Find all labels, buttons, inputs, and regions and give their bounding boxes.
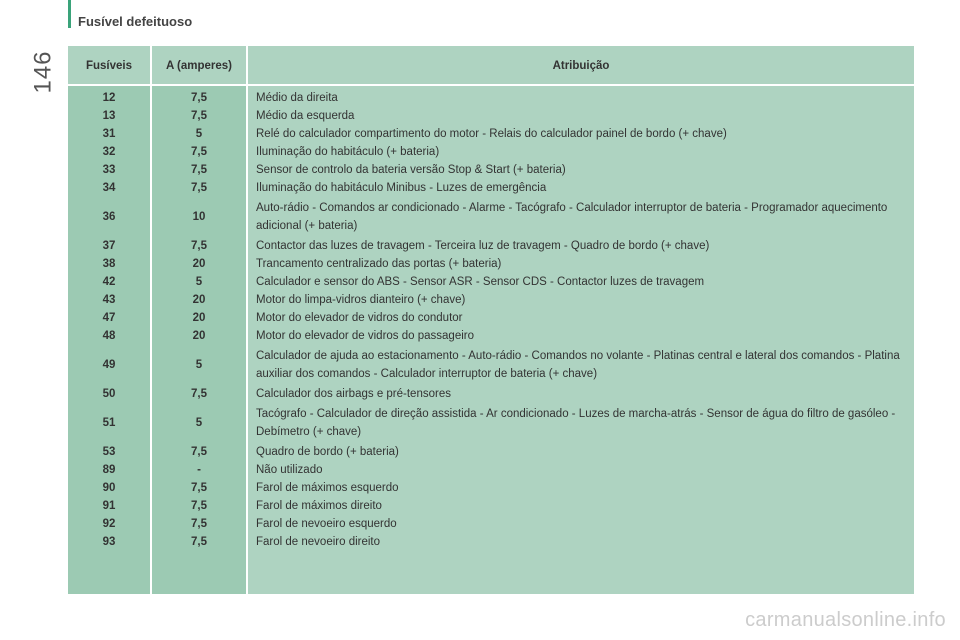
fuse-number: 32 (102, 146, 116, 158)
fuse-amperage: 7,5 (191, 164, 207, 176)
fuse-amperage: 7,5 (191, 146, 207, 158)
table-row (68, 385, 914, 403)
fuse-amperage: 7,5 (191, 536, 207, 548)
fuse-amperage: - (197, 464, 201, 476)
table-row (68, 479, 914, 497)
fuse-assignment: Trancamento centralizado das portas (+ bateria) (256, 258, 502, 270)
fuse-assignment: Médio da direita (256, 92, 338, 104)
fuse-number: 92 (102, 518, 116, 530)
table-row (68, 89, 914, 107)
table-body (68, 89, 914, 551)
fuse-amperage: 7,5 (191, 518, 207, 530)
table-row (68, 461, 914, 479)
fuse-amperage: 7,5 (191, 182, 207, 194)
fuse-assignment: Tacógrafo - Calculador de direção assistida - Ar condicionado - Luzes de marcha-atrás - Sensor de água do filtro de gasóleo - Debímetro (+ chave) (256, 408, 896, 438)
fuse-amperage: 5 (195, 359, 203, 371)
table-row (68, 291, 914, 309)
fuse-assignment: Médio da esquerda (256, 110, 355, 122)
fuse-number: 49 (102, 359, 116, 371)
fuse-assignment: Calculador dos airbags e pré-tensores (256, 388, 451, 400)
fuse-assignment: Farol de nevoeiro direito (256, 536, 381, 548)
fuse-amperage: 5 (195, 276, 203, 288)
fuse-amperage: 5 (195, 417, 203, 429)
fuse-assignment: Motor do limpa-vidros dianteiro (+ chave) (256, 294, 466, 306)
fuse-assignment: Auto-rádio - Comandos ar condicionado - Alarme - Tacógrafo - Calculador interruptor de bateria - Programador aquecimento adicional (+ bateria) (256, 202, 888, 232)
fuse-amperage: 20 (192, 258, 206, 270)
fuse-assignment: Calculador e sensor do ABS - Sensor ASR - Sensor CDS - Contactor luzes de travagem (256, 276, 705, 288)
fuse-number: 50 (102, 388, 116, 400)
table-row (68, 533, 914, 551)
fuse-number: 91 (102, 500, 116, 512)
fuse-assignment: Contactor das luzes de travagem - Terceira luz de travagem - Quadro de bordo (+ chave) (256, 240, 710, 252)
fuse-number: 51 (102, 417, 116, 429)
fuse-amperage: 20 (192, 294, 206, 306)
fuse-number: 37 (102, 240, 116, 252)
table-row (68, 161, 914, 179)
header-amperes: A (amperes) (165, 60, 233, 72)
fuse-number: 93 (102, 536, 116, 548)
fuse-number: 38 (102, 258, 116, 270)
fuse-amperage: 5 (195, 128, 203, 140)
header-fuses: Fusíveis (85, 60, 133, 72)
section-title: Fusível defeituoso (78, 14, 193, 29)
fuse-amperage: 20 (192, 330, 206, 342)
table-row (68, 143, 914, 161)
table-row (68, 443, 914, 461)
fuse-assignment: Iluminação do habitáculo (+ bateria) (256, 146, 440, 158)
fuse-assignment: Farol de nevoeiro esquerdo (256, 518, 397, 530)
table-row (68, 273, 914, 291)
fuse-assignment: Não utilizado (256, 464, 323, 476)
table-row (68, 255, 914, 273)
fuse-amperage: 7,5 (191, 110, 207, 122)
fuse-assignment: Motor do elevador de vidros do passageiro (256, 330, 474, 342)
page-number: 146 (29, 50, 57, 94)
fuse-assignment: Farol de máximos esquerdo (256, 482, 399, 494)
table-row (68, 179, 914, 197)
table-row (68, 515, 914, 533)
table-row (68, 309, 914, 327)
fuse-assignment: Iluminação do habitáculo Minibus - Luzes de emergência (256, 182, 547, 194)
section-accent-bar (68, 0, 71, 28)
fuse-amperage: 7,5 (191, 482, 207, 494)
fuse-amperage: 7,5 (191, 240, 207, 252)
table-row (68, 403, 914, 443)
fuse-assignment: Motor do elevador de vidros do condutor (256, 312, 463, 324)
fuse-assignment: Calculador de ajuda ao estacionamento - Auto-rádio - Comandos no volante - Platinas central e lateral dos comandos - Platina auxiliar dos comandos - Calculador interruptor de bateria (+ chave) (256, 350, 900, 380)
table-row (68, 497, 914, 515)
fuse-number: 90 (102, 482, 116, 494)
table-row (68, 237, 914, 255)
fuse-number: 36 (102, 211, 116, 223)
fuse-number: 13 (102, 110, 116, 122)
fuse-number: 43 (102, 294, 116, 306)
table-row (68, 197, 914, 237)
fuse-amperage: 7,5 (191, 446, 207, 458)
fuse-table (68, 46, 914, 594)
table-row (68, 125, 914, 143)
fuse-amperage: 7,5 (191, 92, 207, 104)
table-header (68, 46, 914, 86)
fuse-number: 33 (102, 164, 116, 176)
fuse-number: 12 (102, 92, 116, 104)
fuse-number: 31 (102, 128, 116, 140)
table-row (68, 107, 914, 125)
fuse-number: 48 (102, 330, 116, 342)
fuse-number: 42 (102, 276, 116, 288)
watermark: carmanualsonline.info (745, 609, 946, 631)
header-assignment: Atribuição (552, 60, 610, 72)
fuse-assignment: Quadro de bordo (+ bateria) (256, 446, 399, 458)
fuse-amperage: 7,5 (191, 388, 207, 400)
fuse-number: 89 (102, 464, 116, 476)
fuse-amperage: 10 (192, 211, 206, 223)
fuse-assignment: Farol de máximos direito (256, 500, 382, 512)
fuse-number: 34 (102, 182, 116, 194)
fuse-number: 53 (102, 446, 116, 458)
fuse-number: 47 (102, 312, 116, 324)
fuse-assignment: Relé do calculador compartimento do motor - Relais do calculador painel de bordo (+ chave) (256, 128, 727, 140)
fuse-amperage: 7,5 (191, 500, 207, 512)
fuse-assignment: Sensor de controlo da bateria versão Stop & Start (+ bateria) (256, 164, 566, 176)
table-row (68, 345, 914, 385)
table-row (68, 327, 914, 345)
fuse-amperage: 20 (192, 312, 206, 324)
